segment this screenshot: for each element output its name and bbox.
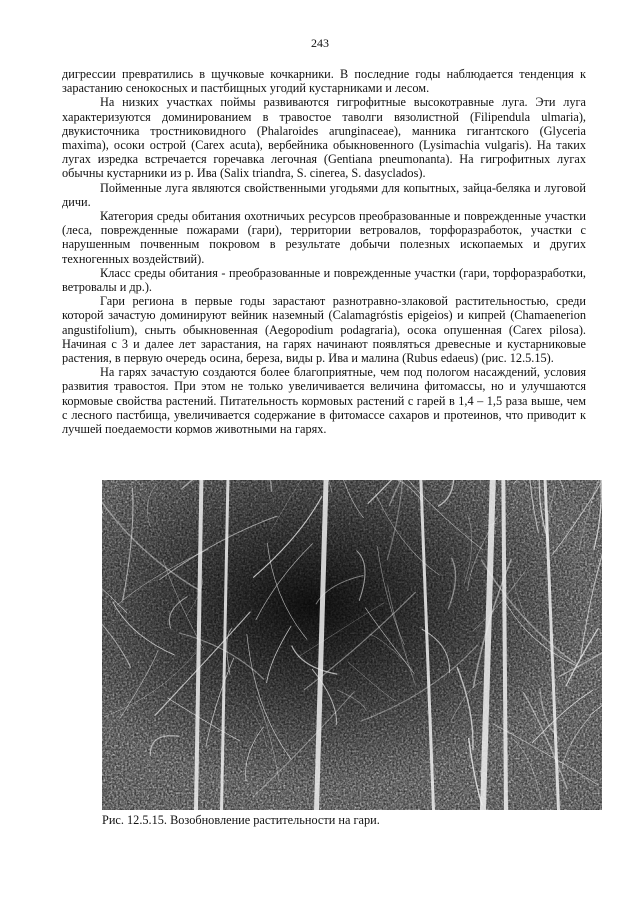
figure-photo	[102, 480, 602, 810]
paragraph: Гари региона в первые годы зарастают разнотравно-злаковой растительностью, среди которой зачастую доминируют вейник наземный (Calamagróstis epigeios) и кипрей (Chamaenerion angustifolium), сныть обыкновенная (Aegopodium podagraria), осока опушенная (Carex pilosa). Начиная с 3 и далее лет зарастания, на гарях начинают появляться древесные и кустарниковые растения, в первую очередь осина, береза, виды р. Ива и малина (Rubus edaeus) (рис. 12.5.15).	[62, 294, 586, 366]
paragraph: Категория среды обитания охотничьих ресурсов преобразованные и поврежденные участки (леса, поврежденные пожарами (гари), территории ветровалов, торфоразработок, участки с нарушенным почвенным покровом в результате добычи полезных ископаемых и других техногенных воздействий).	[62, 209, 586, 266]
paragraph: дигрессии превратились в щучковые кочкарники. В последние годы наблюдается тенденция к зарастанию сенокосных и пастбищных угодий кустарниками и лесом.	[62, 67, 586, 96]
page-number: 243	[311, 36, 329, 50]
paragraph: Класс среды обитания - преобразованные и поврежденные участки (гари, торфоразработки, ветровалы и др.).	[62, 265, 586, 295]
paragraph: На гарях зачастую создаются более благоприятные, чем под пологом насаждений, условия развития травостоя. При этом не только увеличивается величина фитомассы, но и улучшаются кормовые свойства растений. Питательность кормовых растений с гарей в 1,4 – 1,5 раза выше, чем с лесного пастбища, увеличивается содержание в фитомассе сахаров и протеинов, что приводит к лучшей поедаемости кормов животными на гарях.	[62, 365, 586, 437]
vegetation-photo	[102, 480, 602, 810]
paragraph: Пойменные луга являются свойственными угодьями для копытных, зайца-беляка и луговой дичи.	[62, 180, 586, 209]
body-text	[62, 67, 586, 436]
figure-caption: Рис. 12.5.15. Возобновление растительности на гари.	[102, 813, 380, 827]
paragraph: На низких участках поймы развиваются гигрофитные высокотравные луга. Эти луга характеризуются доминированием в травостое таволги вязолистной (Filipendula ulmaria), двукисточника тростниковидного (Phalaroides arunginaceae), манника гигантского (Glyceria maxima), осоки острой (Carex acuta), вербейника обыкновенного (Lysimachia vulgaris). На таких лугах изредка встречается горечавка легочная (Gentiana pneumonanta). На гигрофитных лугах обычны кустарники из р. Ива (Salix triandra, S. cinerea, S. dasyclados).	[62, 95, 586, 181]
